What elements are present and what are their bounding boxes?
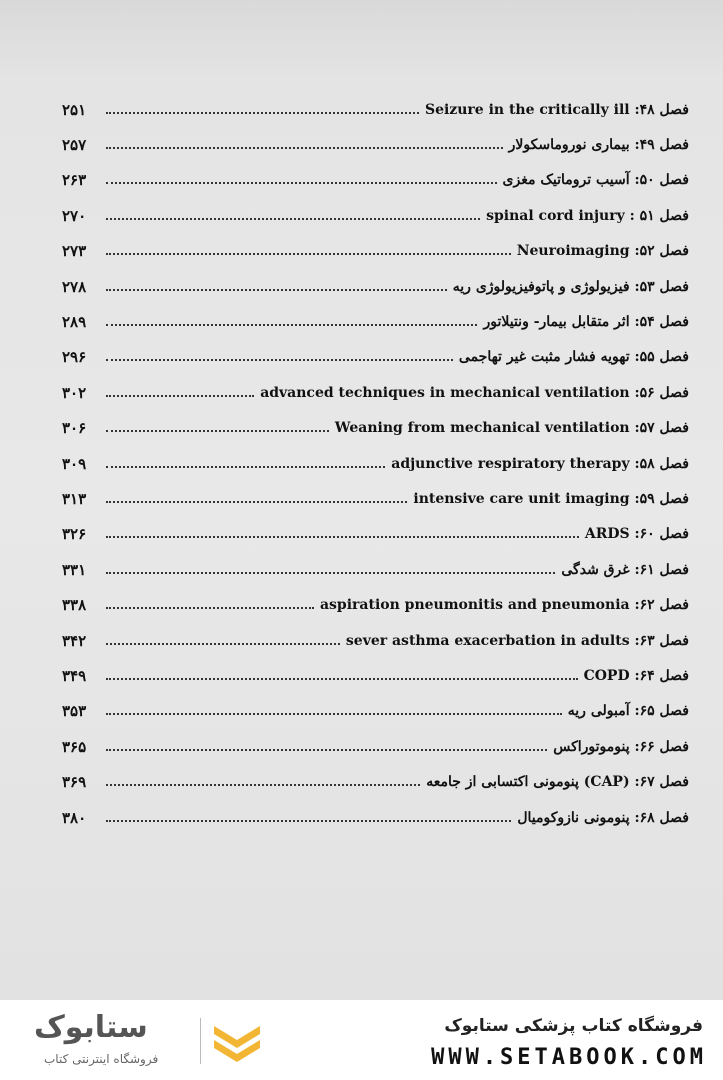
toc-page-number: ۳۴۹ — [62, 666, 87, 685]
toc-row — [62, 800, 689, 835]
toc-page-number: ۳۰۶ — [62, 419, 87, 438]
store-name: فروشگاه کتاب پزشکی ستابوک — [444, 1016, 703, 1036]
toc-dot-leader — [106, 218, 480, 220]
toc-row — [62, 340, 689, 375]
toc-chapter-title: فصل ۶۴: COPD — [583, 667, 689, 684]
toc-page-number: ۲۸۹ — [62, 313, 87, 332]
toc-dot-leader — [106, 466, 385, 468]
toc-page-number: ۳۳۱ — [62, 560, 87, 579]
toc-chapter-title: فصل ۵۲: Neuroimaging — [516, 243, 689, 260]
toc-page-number: ۳۰۹ — [62, 454, 87, 473]
toc-row — [62, 729, 689, 764]
table-of-contents — [62, 92, 689, 835]
toc-row — [62, 234, 689, 269]
toc-chapter-title: فصل ۴۹: بیماری نوروماسکولار — [508, 137, 689, 154]
toc-page-number: ۳۱۳ — [62, 489, 87, 508]
logo-wordmark: ستابوک — [34, 1010, 148, 1045]
toc-page-number: ۳۸۰ — [62, 808, 87, 827]
toc-page-number: ۳۴۲ — [62, 631, 87, 650]
toc-row — [62, 304, 689, 339]
toc-page-number: ۳۶۹ — [62, 773, 87, 792]
toc-chapter-title: فصل ۶۷: (CAP) پنومونی اکتسابی از جامعه — [426, 774, 689, 791]
toc-dot-leader — [106, 820, 511, 822]
toc-page-number: ۲۵۱ — [62, 100, 87, 119]
setabook-logo-icon — [208, 1012, 266, 1070]
toc-dot-leader — [106, 182, 497, 184]
toc-row — [62, 411, 689, 446]
toc-page-number: ۲۷۸ — [62, 277, 87, 296]
toc-chapter-title: فصل ۶۰: ARDS — [584, 526, 689, 543]
toc-chapter-title: فصل ۵۸: adjunctive respiratory therapy — [391, 455, 689, 472]
toc-dot-leader — [106, 501, 407, 503]
toc-page-number: ۳۲۶ — [62, 525, 87, 544]
toc-dot-leader — [106, 430, 329, 432]
toc-dot-leader — [106, 607, 314, 609]
toc-page-number: ۳۳۸ — [62, 596, 87, 615]
toc-row — [62, 694, 689, 729]
toc-page-number: ۳۰۲ — [62, 383, 87, 402]
toc-dot-leader — [106, 289, 447, 291]
toc-row — [62, 552, 689, 587]
toc-chapter-title: فصل ۵۳: فیزیولوژی و پاتوفیزیولوژی ریه — [452, 278, 689, 295]
toc-row — [62, 446, 689, 481]
toc-chapter-title: فصل ۵۶: advanced techniques in mechanical ventilation — [260, 384, 689, 401]
logo-subtitle: فروشگاه اینترنتی کتاب — [44, 1052, 159, 1066]
toc-dot-leader — [106, 112, 419, 114]
toc-row — [62, 269, 689, 304]
toc-page-number: ۲۹۶ — [62, 348, 87, 367]
toc-row — [62, 92, 689, 127]
toc-dot-leader — [106, 713, 562, 715]
toc-dot-leader — [106, 253, 511, 255]
toc-row — [62, 481, 689, 516]
toc-dot-leader — [106, 678, 578, 680]
toc-chapter-title: فصل ۵۵: تهویه فشار مثبت غیر تهاجمی — [458, 349, 689, 366]
toc-chapter-title: فصل ۶۲: aspiration pneumonitis and pneumonia — [319, 597, 689, 614]
toc-chapter-title: فصل ۶۸: پنومونی نازوکومیال — [517, 809, 689, 826]
toc-dot-leader — [106, 359, 453, 361]
toc-page-number: ۲۷۰ — [62, 206, 87, 225]
toc-row — [62, 587, 689, 622]
toc-chapter-title: فصل ۵۹: intensive care unit imaging — [413, 490, 689, 507]
toc-chapter-title: فصل ۵۴: اثر متقابل بیمار- ونتیلاتور — [483, 314, 689, 331]
toc-row — [62, 198, 689, 233]
store-footer — [0, 1000, 723, 1080]
logo-divider — [200, 1018, 201, 1064]
toc-chapter-title: فصل ۶۱: غرق شدگی — [561, 561, 689, 578]
store-url[interactable]: WWW.SETABOOK.COM — [431, 1045, 707, 1070]
toc-dot-leader — [106, 395, 254, 397]
toc-chapter-title: فصل ۵۱ : spinal cord injury — [486, 207, 689, 224]
toc-chapter-title: فصل ۵۰: آسیب تروماتیک مغزی — [502, 172, 689, 189]
toc-row — [62, 127, 689, 162]
toc-dot-leader — [106, 749, 547, 751]
toc-row — [62, 375, 689, 410]
toc-page-number: ۲۷۳ — [62, 242, 87, 261]
toc-row — [62, 658, 689, 693]
toc-dot-leader — [106, 572, 555, 574]
toc-dot-leader — [106, 324, 477, 326]
toc-chapter-title: فصل ۶۳: sever asthma exacerbation in adults — [345, 632, 689, 649]
toc-chapter-title: فصل ۶۵: آمبولی ریه — [567, 703, 689, 720]
toc-page-number: ۳۶۵ — [62, 737, 87, 756]
toc-dot-leader — [106, 784, 420, 786]
toc-page-number: ۲۵۷ — [62, 136, 87, 155]
toc-row — [62, 623, 689, 658]
toc-page-number: ۳۵۳ — [62, 702, 87, 721]
toc-chapter-title: فصل ۴۸: Seizure in the critically ill — [424, 101, 689, 118]
toc-chapter-title: فصل ۵۷: Weaning from mechanical ventilation — [334, 420, 689, 437]
toc-row — [62, 764, 689, 799]
toc-row — [62, 163, 689, 198]
toc-row — [62, 517, 689, 552]
toc-dot-leader — [106, 536, 579, 538]
toc-chapter-title: فصل ۶۶: پنوموتوراکس — [553, 738, 689, 755]
toc-page-number: ۲۶۳ — [62, 171, 87, 190]
toc-dot-leader — [106, 147, 503, 149]
toc-dot-leader — [106, 643, 340, 645]
